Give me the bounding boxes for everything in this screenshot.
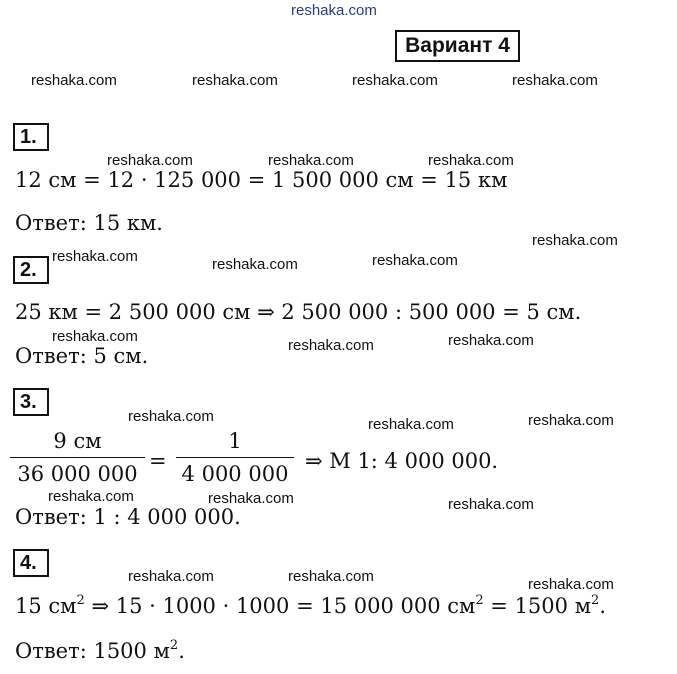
- watermark: reshaka.com: [212, 256, 298, 273]
- variant-title: Вариант 4: [395, 30, 520, 62]
- equals-sign: =: [149, 449, 167, 473]
- task-4-part-c: = 1500 м: [483, 594, 592, 618]
- task-4-number: 4.: [13, 549, 49, 577]
- task-3-number: 3.: [13, 388, 49, 416]
- watermark: reshaka.com: [52, 328, 138, 345]
- fraction-1-denominator: 36 000 000: [17, 462, 138, 486]
- task-2-solution: 25 км = 2 500 000 см ⇒ 2 500 000 : 500 000 = 5 см.: [15, 300, 582, 324]
- watermark: reshaka.com: [448, 496, 534, 513]
- watermark: reshaka.com: [528, 576, 614, 593]
- fraction-1-numerator: 9 см: [53, 429, 102, 453]
- fraction-1: [10, 428, 145, 487]
- watermark: reshaka.com: [428, 152, 514, 169]
- watermark: reshaka.com: [528, 412, 614, 429]
- watermark: reshaka.com: [107, 152, 193, 169]
- watermark: reshaka.com: [208, 490, 294, 507]
- task-2-number: 2.: [13, 256, 49, 284]
- exponent: 2: [591, 593, 600, 608]
- task-4-part-a: 15 см: [15, 594, 77, 618]
- exponent: 2: [76, 593, 85, 608]
- task-2-answer: Ответ: 5 см.: [15, 344, 149, 368]
- task-1-solution: 12 см = 12 · 125 000 = 1 500 000 см = 15 км: [15, 168, 508, 192]
- watermark: reshaka.com: [128, 568, 214, 585]
- watermark: reshaka.com: [512, 72, 598, 89]
- fraction-bar: [176, 457, 294, 458]
- task-4-solution: [15, 593, 606, 618]
- watermark: reshaka.com: [448, 332, 534, 349]
- task-4-answer: [15, 638, 185, 663]
- task-3-answer: Ответ: 1 : 4 000 000.: [15, 505, 241, 529]
- exponent: 2: [169, 638, 179, 653]
- watermark: reshaka.com: [368, 416, 454, 433]
- watermark: reshaka.com: [288, 337, 374, 354]
- task-4-answer-text: Ответ: 1500 м: [15, 639, 170, 663]
- watermark: reshaka.com: [288, 568, 374, 585]
- watermark: reshaka.com: [192, 72, 278, 89]
- watermark: reshaka.com: [31, 72, 117, 89]
- watermark: reshaka.com: [52, 248, 138, 265]
- fraction-2-denominator: 4 000 000: [181, 462, 289, 486]
- fraction-bar: [10, 457, 145, 458]
- watermark-top: reshaka.com: [291, 2, 377, 19]
- task-4-part-b: ⇒ 15 · 1000 · 1000 = 15 000 000 см: [84, 594, 476, 618]
- watermark: reshaka.com: [48, 488, 134, 505]
- watermark: reshaka.com: [128, 408, 214, 425]
- watermark: reshaka.com: [372, 252, 458, 269]
- fraction-2-numerator: 1: [228, 429, 242, 453]
- task-1-number: 1.: [13, 123, 49, 151]
- watermark: reshaka.com: [352, 72, 438, 89]
- fraction-2: [176, 428, 294, 487]
- watermark: reshaka.com: [532, 232, 618, 249]
- task-4-answer-end: .: [178, 639, 185, 663]
- task-1-answer: Ответ: 15 км.: [15, 211, 163, 235]
- task-4-part-d: .: [599, 594, 606, 618]
- watermark: reshaka.com: [268, 152, 354, 169]
- task-3-conclusion: ⇒ M 1: 4 000 000.: [305, 449, 499, 473]
- exponent: 2: [475, 593, 484, 608]
